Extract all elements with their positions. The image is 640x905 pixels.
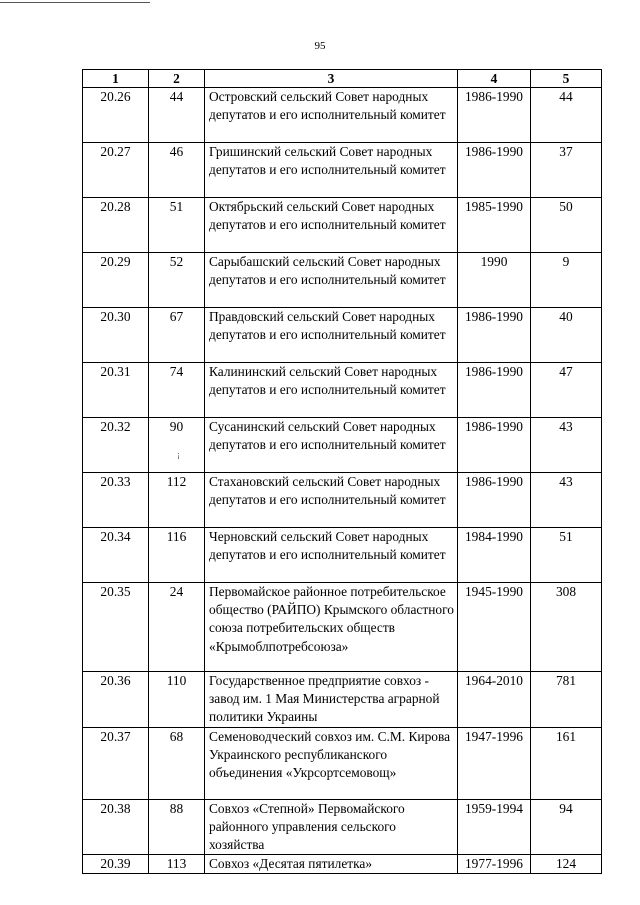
table-row	[83, 672, 602, 728]
fund-number: 116	[149, 528, 205, 583]
fund-number: 52	[149, 253, 205, 308]
row-number: 20.39	[83, 855, 149, 874]
fund-number: 110	[149, 672, 205, 728]
file-count: 37	[531, 143, 602, 198]
date-range: 1986-1990	[458, 418, 531, 473]
file-count: 124	[531, 855, 602, 874]
file-count: 43	[531, 418, 602, 473]
date-range: 1990	[458, 253, 531, 308]
page-number: 95	[314, 40, 326, 52]
header-col-1: 1	[83, 70, 149, 88]
fund-name: Первомайское районное потребительское общество (РАЙПО) Крымского областного союза потребительских обществ «Крымоблпотребсоюза»	[205, 583, 458, 672]
row-number: 20.35	[83, 583, 149, 672]
table-row	[83, 418, 602, 473]
date-range: 1986-1990	[458, 88, 531, 143]
fund-number: 113	[149, 855, 205, 874]
file-count: 781	[531, 672, 602, 728]
scan-speck: ¡	[177, 450, 180, 459]
table-row	[83, 308, 602, 363]
fund-name: Островский сельский Совет народных депутатов и его исполнительный комитет	[205, 88, 458, 143]
fund-name: Совхоз «Десятая пятилетка»	[205, 855, 458, 874]
date-range: 1959-1994	[458, 799, 531, 855]
fund-name: Гришинский сельский Совет народных депутатов и его исполнительный комитет	[205, 143, 458, 198]
row-number: 20.26	[83, 88, 149, 143]
date-range: 1985-1990	[458, 198, 531, 253]
file-count: 43	[531, 473, 602, 528]
fund-name: Калининский сельский Совет народных депутатов и его исполнительный комитет	[205, 363, 458, 418]
header-col-3: 3	[205, 70, 458, 88]
file-count: 94	[531, 799, 602, 855]
fund-number: 46	[149, 143, 205, 198]
row-number: 20.38	[83, 799, 149, 855]
date-range: 1986-1990	[458, 143, 531, 198]
table-row	[83, 88, 602, 143]
table-header-row	[83, 70, 602, 88]
fund-number: 90	[169, 419, 184, 434]
file-count: 9	[531, 253, 602, 308]
table-row	[83, 583, 602, 672]
table-row	[83, 143, 602, 198]
date-range: 1977-1996	[458, 855, 531, 874]
fund-number: 88	[149, 799, 205, 855]
row-number: 20.36	[83, 672, 149, 728]
header-col-5: 5	[531, 70, 602, 88]
file-count: 50	[531, 198, 602, 253]
fund-number-cell	[149, 418, 205, 473]
row-number: 20.34	[83, 528, 149, 583]
row-number: 20.32	[83, 418, 149, 473]
date-range: 1986-1990	[458, 473, 531, 528]
row-number: 20.27	[83, 143, 149, 198]
fund-number: 68	[149, 727, 205, 799]
row-number: 20.29	[83, 253, 149, 308]
row-number: 20.30	[83, 308, 149, 363]
table-row	[83, 253, 602, 308]
row-number: 20.28	[83, 198, 149, 253]
date-range: 1986-1990	[458, 363, 531, 418]
date-range: 1984-1990	[458, 528, 531, 583]
fund-name: Октябрьский сельский Совет народных депутатов и его исполнительный комитет	[205, 198, 458, 253]
date-range: 1945-1990	[458, 583, 531, 672]
fund-number: 44	[149, 88, 205, 143]
table-row	[83, 727, 602, 799]
fund-name: Сусанинский сельский Совет народных депутатов и его исполнительный комитет	[205, 418, 458, 473]
file-count: 44	[531, 88, 602, 143]
date-range: 1964-2010	[458, 672, 531, 728]
table-row	[83, 528, 602, 583]
fund-number: 24	[149, 583, 205, 672]
fund-name: Черновский сельский Совет народных депутатов и его исполнительный комитет	[205, 528, 458, 583]
fund-name: Государственное предприятие совхоз - завод им. 1 Мая Министерства аграрной политики Украины	[205, 672, 458, 728]
fund-number: 51	[149, 198, 205, 253]
file-count: 47	[531, 363, 602, 418]
scan-edge-line	[0, 2, 150, 3]
fund-name: Правдовский сельский Совет народных депутатов и его исполнительный комитет	[205, 308, 458, 363]
file-count: 40	[531, 308, 602, 363]
header-col-2: 2	[149, 70, 205, 88]
archive-fund-table	[82, 69, 602, 874]
row-number: 20.33	[83, 473, 149, 528]
file-count: 308	[531, 583, 602, 672]
table-row	[83, 363, 602, 418]
header-col-4: 4	[458, 70, 531, 88]
fund-name: Стахановский сельский Совет народных депутатов и его исполнительный комитет	[205, 473, 458, 528]
table-row	[83, 799, 602, 855]
fund-name: Семеноводческий совхоз им. С.М. Кирова Украинского республиканского объединения «Укрсортсемовощ»	[205, 727, 458, 799]
date-range: 1986-1990	[458, 308, 531, 363]
table-row	[83, 198, 602, 253]
fund-name: Сарыбашский сельский Совет народных депутатов и его исполнительный комитет	[205, 253, 458, 308]
fund-number: 112	[149, 473, 205, 528]
table-row	[83, 855, 602, 874]
row-number: 20.31	[83, 363, 149, 418]
file-count: 51	[531, 528, 602, 583]
fund-number: 67	[149, 308, 205, 363]
fund-name: Совхоз «Степной» Первомайского районного управления сельского хозяйства	[205, 799, 458, 855]
row-number: 20.37	[83, 727, 149, 799]
date-range: 1947-1996	[458, 727, 531, 799]
file-count: 161	[531, 727, 602, 799]
table-row	[83, 473, 602, 528]
fund-number: 74	[149, 363, 205, 418]
